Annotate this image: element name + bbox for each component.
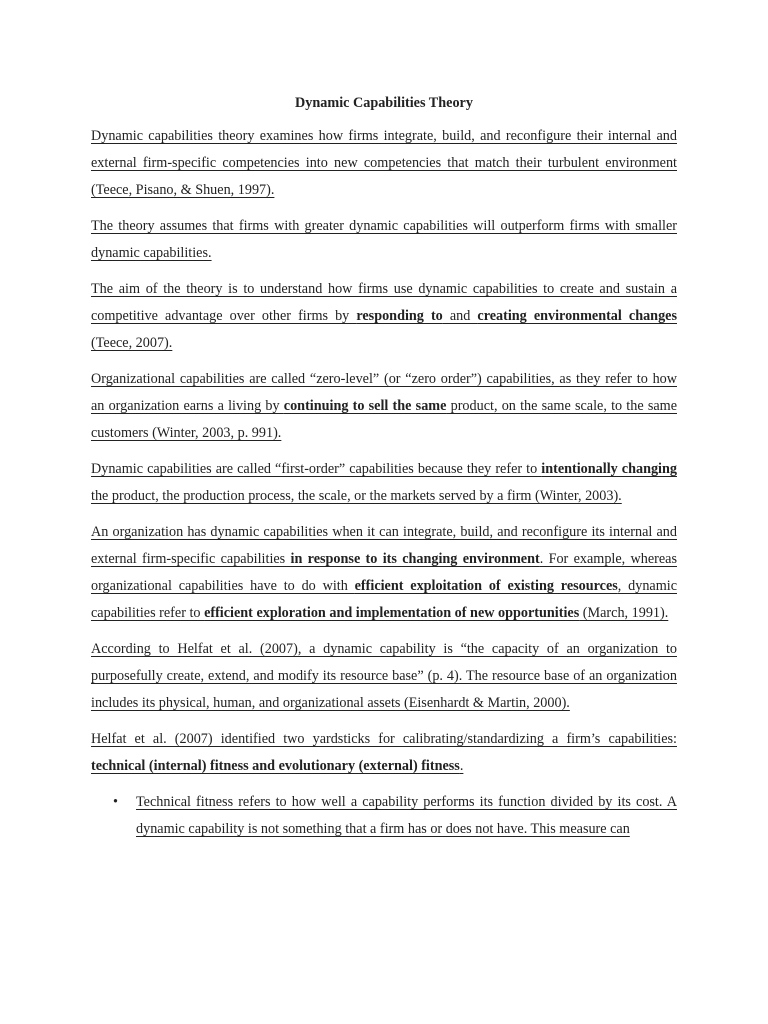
bold-text-segment: creating environmental changes: [477, 308, 677, 324]
text-segment: The theory assumes that firms with greater dynamic capabilities will outperform firms with smaller dynamic capabilities.: [91, 218, 677, 261]
text-segment: product, on the same scale, to the same customers (Winter, 2003, p. 991).: [91, 398, 677, 441]
bullet-list: [91, 789, 677, 843]
text-segment: Dynamic capabilities theory examines how firms integrate, build, and reconfigure their internal and external firm-specific competencies into new competencies that match their turbulent environment (Teece, Pisano, & Shuen, 1997).: [91, 128, 677, 198]
body-paragraph: [91, 519, 677, 627]
bold-text-segment: efficient exploration and implementation of new opportunities: [204, 605, 580, 621]
text-segment: Dynamic capabilities are called “first-order” capabilities because they refer to: [91, 461, 542, 477]
body-paragraph: [91, 636, 677, 717]
text-segment: According to Helfat et al. (2007), a dynamic capability is “the capacity of an organization to purposefully create, extend, and modify its resource base” (p. 4). The resource base of an organization includes its physical, human, and organizational assets (Eisenhardt & Martin, 2000).: [91, 641, 677, 711]
text-segment: .: [459, 758, 464, 774]
text-segment: Technical fitness refers to how well a capability performs its function divided by its cost. A dynamic capability is not something that a firm has or does not have. This measure can: [136, 794, 677, 837]
body-paragraph: [91, 726, 677, 780]
body-paragraph: [91, 456, 677, 510]
text-segment: An organization has dynamic capabilities when it can integrate, build, and reconfigure its internal and external firm-specific capabilities: [91, 524, 677, 567]
document-title: Dynamic Capabilities Theory: [295, 95, 473, 111]
bullet-marker-icon: •: [113, 794, 118, 810]
body-paragraph: [91, 276, 677, 357]
bullet-item: [91, 789, 677, 843]
document-page: [91, 92, 677, 843]
text-segment: Organizational capabilities are called “zero-level” (or “zero order”) capabilities, as they refer to how an organization earns a living by: [91, 371, 677, 414]
bold-text-segment: technical (internal) fitness and evolutionary (external) fitness: [91, 758, 460, 774]
text-segment: , dynamic capabilities refer to: [91, 578, 677, 621]
text-segment: (Teece, 2007).: [91, 335, 173, 351]
text-segment: The aim of the theory is to understand how firms use dynamic capabilities to create and sustain a competitive advantage over other firms by: [91, 281, 677, 324]
text-segment: . For example, whereas organizational capabilities have to do with: [91, 551, 678, 594]
text-segment: and: [442, 308, 478, 324]
bold-text-segment: continuing to sell the same: [283, 398, 447, 414]
body-paragraph: [91, 123, 677, 204]
bold-text-segment: in response to its changing environment: [290, 551, 540, 567]
body-paragraph: [91, 213, 677, 267]
bold-text-segment: responding to: [356, 308, 443, 324]
body-paragraph: [91, 366, 677, 447]
text-segment: Helfat et al. (2007) identified two yardsticks for calibrating/standardizing a firm’s capabilities:: [91, 731, 677, 747]
bold-text-segment: efficient exploitation of existing resources: [354, 578, 618, 594]
text-segment: the product, the production process, the scale, or the markets served by a firm (Winter, 2003).: [91, 488, 622, 504]
bold-text-segment: intentionally changing: [541, 461, 677, 477]
text-segment: (March, 1991).: [579, 605, 669, 621]
paragraph-list: [91, 123, 677, 780]
